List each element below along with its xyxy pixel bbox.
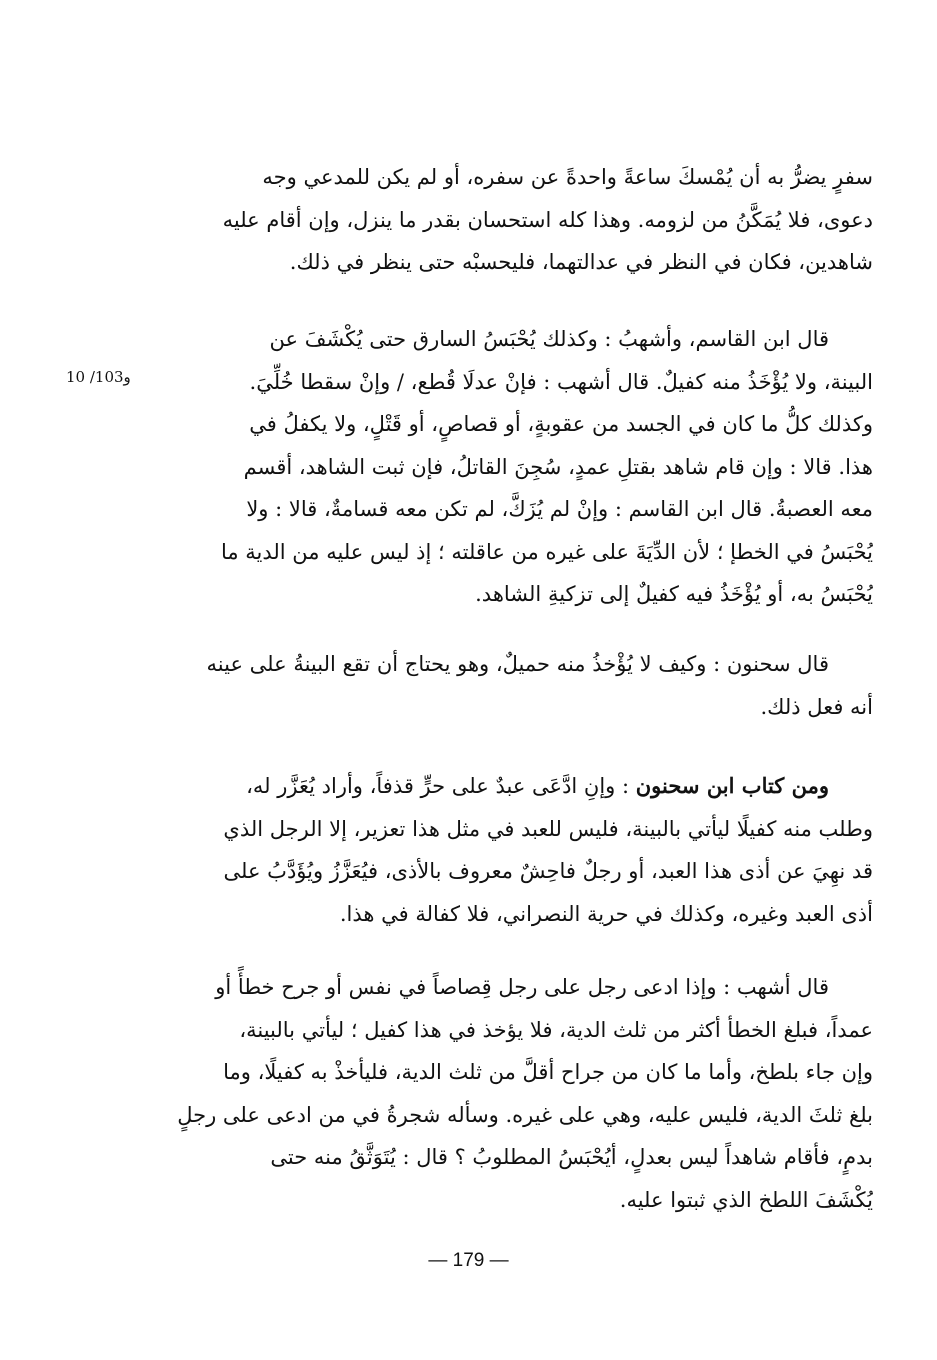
paragraph-2 [158, 318, 873, 616]
text-line: وإن جاء بلطخ، وأما ما كان من جراح أقلَّ من ثلث الدية، فليأخذْ به كفيلًا، وما [223, 1060, 873, 1084]
text-line: وكذلك كلُّ ما كان في الجسد من عقوبةٍ، أو قصاصٍ، أو قَتْلٍ، ولا يكفلُ في [249, 412, 873, 436]
source-title: ومن كتاب ابن سحنون [635, 773, 829, 798]
paragraph-1 [158, 156, 873, 284]
text-line [158, 765, 873, 808]
page-number: — 179 — [428, 1250, 509, 1271]
text-line: يُحْبَسُ في الخطإ ؛ لأن الدِّيَةَ على غيره من عاقلته ؛ إذ ليس عليه من الدية ما [220, 539, 873, 564]
text-line: شاهدين، فكان في النظر في عدالتهما، فليحسبْه حتى ينظر في ذلك. [289, 250, 873, 274]
text-line: عمداً، فبلغ الخطأ أكثر من ثلث الدية، فلا يؤخذ في هذا كفيل ؛ ليأتي بالبينة، [239, 1017, 873, 1042]
text-line: بلغ ثلثَ الدية، فليس عليه، وهي على غيره. وسأله شجرةُ في من ادعى على رجلٍ [177, 1102, 873, 1127]
text-line: البينة، ولا يُؤْخَذُ منه كفيلٌ. قال أشهب : فإنْ عدلَا قُطع، / وإنْ سقطا خُلِّيَ. [249, 369, 873, 394]
text-line: معه العصبةُ. قال ابن القاسم : وإنْ لم يُزَكَّ، لم تكن معه قسامةٌ، قالا : ولا [246, 497, 873, 521]
text-line: قال سحنون : وكيف لا يُؤْخذُ منه حميلٌ، وهو يحتاج أن تقع البينةُ على عينه [206, 652, 829, 676]
paragraph-5 [158, 966, 873, 1221]
text-line: بدمٍ، فأقام شاهداً ليس بعدلٍ، أيُحْبَسُ المطلوبُ ؟ قال : يُتَوَثَّقُ منه حتى [270, 1145, 873, 1169]
text-line: قد نهِيَ عن أذى هذا العبد، أو رجلٌ فاحِشٌ معروف بالأذى، فيُعَزَّزُ ويُؤَدَّبُ على [223, 859, 873, 883]
text-line: هذا. قالا : وإن قام شاهد بقتلِ عمدٍ، سُجِنَ القاتلُ، فإن ثبت الشاهد، أقسم [243, 454, 873, 479]
text-line: يُكْشَفَ اللطخ الذي ثبتوا عليه. [619, 1187, 873, 1212]
text-line: قال ابن القاسم، وأشهبُ : وكذلك يُحْبَسُ السارق حتى يُكْشَفَ عن [269, 327, 829, 351]
paragraph-3 [158, 643, 873, 728]
text-line: دعوى، فلا يُمَكَّنُ من لزومه. وهذا كله استحسان بقدر ما ينزل، وإن أقام عليه [222, 207, 873, 232]
text-line: أذى العبد وغيره، وكذلك في حرية النصراني، فلا كفالة في هذا. [339, 901, 873, 926]
text-line: يُحْبَسُ به، أو يُؤْخَذُ فيه كفيلٌ إلى تزكيةِ الشاهد. [475, 582, 873, 606]
text-run: : وإنِ ادَّعَى عبدٌ على حرٍّ قذفاً، وأراد يُعَزَّر له، [246, 774, 636, 798]
text-line: أنه فعل ذلك. [760, 694, 873, 719]
text-line: قال أشهب : وإذا ادعى رجل على رجل قِصاصاً في نفس أو جرح خطأً أو [215, 975, 829, 999]
text-line: سفرٍ يضرُّ به أن يُمْسكَ ساعةً واحدةً عن سفره، أو لم يكن للمدعي وجه [262, 165, 873, 189]
paragraph-4 [158, 765, 873, 935]
folio-margin-note: 10 /103و [66, 368, 131, 386]
text-line: وطلب منه كفيلًا ليأتي بالبينة، فليس للعبد في مثل هذا تعزير، إلا الرجل الذي [223, 816, 873, 841]
